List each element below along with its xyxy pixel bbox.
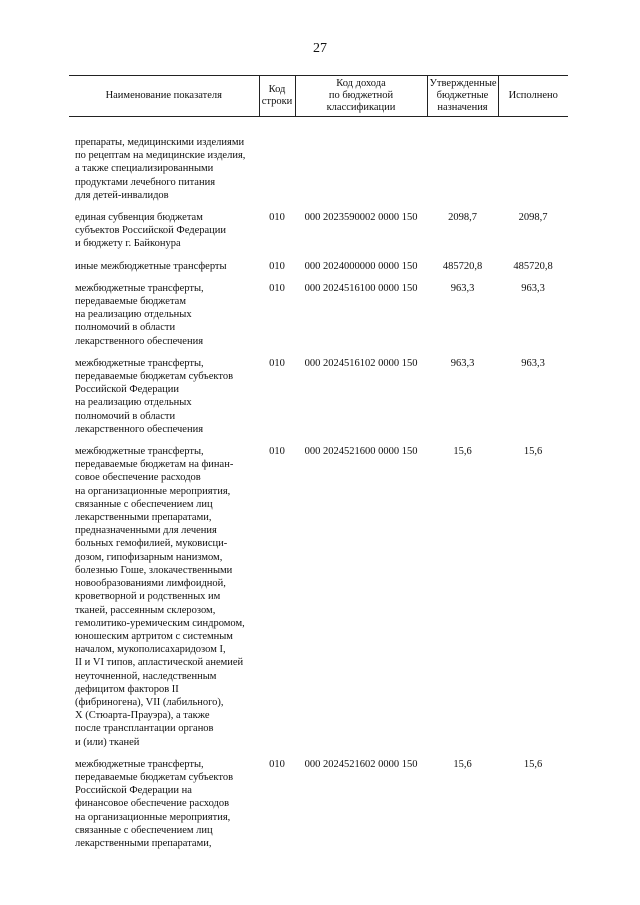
table-row xyxy=(69,282,568,357)
executed-value: 963,3 xyxy=(521,357,545,369)
table-row xyxy=(69,357,568,445)
row-code: 010 xyxy=(269,446,285,458)
indicator-name: единая субвенция бюджетам субъектов Российской Федерации и бюджету г. Байконура xyxy=(75,212,227,250)
income-code: 000 2023590002 0000 150 xyxy=(304,212,418,224)
indicator-name: межбюджетные трансферты, передаваемые бюджетам субъектов Российской Федерации на реализацию отдельных полномочий в области лекарственного обеспечения xyxy=(75,357,234,435)
approved-value: 15,6 xyxy=(453,446,472,458)
income-code: 000 2024516100 0000 150 xyxy=(304,282,418,294)
income-code: 000 2024516102 0000 150 xyxy=(304,357,418,369)
header-row-code: Код строки xyxy=(259,76,295,117)
table-row xyxy=(69,117,568,212)
income-code: 000 2024000000 0000 150 xyxy=(304,260,418,272)
table-row xyxy=(69,445,568,758)
approved-value: 2098,7 xyxy=(448,212,477,224)
indicator-name: иные межбюджетные трансферты xyxy=(75,260,227,272)
indicator-name: межбюджетные трансферты, передаваемые бюджетам на финан- совое обеспечение расходов на организационные мероприятия, связанные с обеспечением лиц лекарственными препаратами, предназначенными для лечения больных гемофилией, муковисци- дозом, гипофизарным нанизмом, болезнью Гоше, злокачественными новообразованиями лимфоидной, кроветворной и родственных им тканей, рассеянным склерозом, гемолитико-уремическим синдромом, юношеским артритом с системным началом, мукополисахаридозом I, II и VI типов, апластической анемией неуточненной, наследственным дефицитом факторов II (фибриногена), VII (лабильного), X (Стюарта-Прауэра), а также после трансплантации органов и (или) тканей xyxy=(75,446,245,748)
row-code: 010 xyxy=(269,357,285,369)
executed-value: 485720,8 xyxy=(513,260,553,272)
header-income-code: Код дохода по бюджетной классификации xyxy=(295,76,427,117)
table-row xyxy=(69,758,568,859)
income-code xyxy=(295,117,427,212)
table-header-row xyxy=(69,76,568,117)
table-row xyxy=(69,211,568,260)
row-code: 010 xyxy=(269,282,285,294)
executed-value: 2098,7 xyxy=(518,212,548,224)
approved-value: 485720,8 xyxy=(442,260,483,272)
row-code: 010 xyxy=(269,212,285,224)
indicator-name: межбюджетные трансферты, передаваемые бюджетам на реализацию отдельных полномочий в области лекарственного обеспечения xyxy=(75,282,204,347)
row-code: 010 xyxy=(269,260,285,272)
indicator-name: межбюджетные трансферты, передаваемые бюджетам субъектов Российской Федерации на финансовое обеспечение расходов на организационные мероприятия, связанные с обеспечением лиц лекарственными препаратами, xyxy=(75,758,234,849)
income-code: 000 2024521602 0000 150 xyxy=(304,758,418,770)
header-executed: Исполнено xyxy=(498,76,568,117)
row-code: 010 xyxy=(269,758,285,770)
executed-value xyxy=(498,117,568,212)
executed-value: 15,6 xyxy=(523,758,543,770)
income-code: 000 2024521600 0000 150 xyxy=(304,446,418,458)
page-number: 27 xyxy=(313,41,327,56)
approved-value: 15,6 xyxy=(453,758,472,770)
approved-value: 963,3 xyxy=(450,357,475,369)
budget-table xyxy=(69,75,568,859)
header-name: Наименование показателя xyxy=(69,76,259,117)
executed-value: 15,6 xyxy=(523,446,543,458)
table-row xyxy=(69,260,568,282)
indicator-name: препараты, медицинскими изделиями по рецептам на медицинские изделия, а также специализированными продуктами лечебного питания для детей-инвалидов xyxy=(75,137,246,201)
executed-value: 963,3 xyxy=(521,282,545,294)
approved-value xyxy=(427,117,498,212)
header-approved: Утвержденные бюджетные назначения xyxy=(427,76,498,117)
table-body xyxy=(69,117,568,860)
approved-value: 963,3 xyxy=(450,282,475,294)
row-code xyxy=(259,117,295,212)
